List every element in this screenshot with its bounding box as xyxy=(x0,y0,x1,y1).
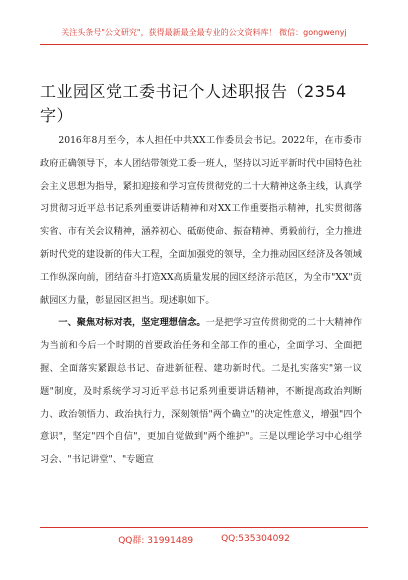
footer-qq: QQ:535304092 xyxy=(221,534,290,544)
header-banner: 关注头条号"公文研究"，获得最新最全最专业的公文资料库！ 微信：gongwenyj xyxy=(40,22,368,45)
document-title: 工业园区党工委书记个人述职报告（2354字） xyxy=(40,82,347,125)
section-1-heading: 一、聚焦对标对表，坚定理想信念。 xyxy=(58,317,206,329)
footer-qq-group: QQ群: 31991489 xyxy=(118,535,194,546)
section-1-paragraph xyxy=(40,312,362,472)
intro-paragraph: 2016年8月至今，本人担任中共XX工作委员会书记。2022年，在市委市政府正确领导下，本人团结带领党工委一班人，坚持以习近平新时代中国特色社会主义思想为指导，紧扣迎接和学习宣传贯彻党的二十大精神这条主线，认真学习贯彻习近平总书记系列重要讲话精神和对XX工作重要指示精神，扎实贯彻落实省、市有关会议精神，涵养初心、砥砺使命、振奋精神、勇毅前行，全力推进新时代党的建设新的伟大工程，全面加强党的领导，全力推动园区经济及各领域工作纵深向前，团结奋斗打造XX高质量发展的园区经济示范区，为全市"XX"贡献园区力量，彰显园区担当。现述职如下。 xyxy=(40,135,362,306)
footer xyxy=(40,527,368,550)
section-1-text: 一是把学习宣传贯彻党的二十大精神作为当前和今后一个时期的首要政治任务和全部工作的重心，全面学习、全面把握、全面落实紧跟总书记、奋进新征程、建功新时代。二是扎实落实"第一议题"制度，及时系统学习习近平总书记系列重要讲话精神，不断提高政治判断力、政治领悟力、政治执行力，深刻领悟"两个确立"的决定性意义，增强"四个意识"，坚定"四个自信"，更加自觉做到"两个维护"。三是以理论学习中心组学习会、"书记讲堂"、"专题宣 xyxy=(40,317,363,466)
document-body xyxy=(40,130,362,472)
